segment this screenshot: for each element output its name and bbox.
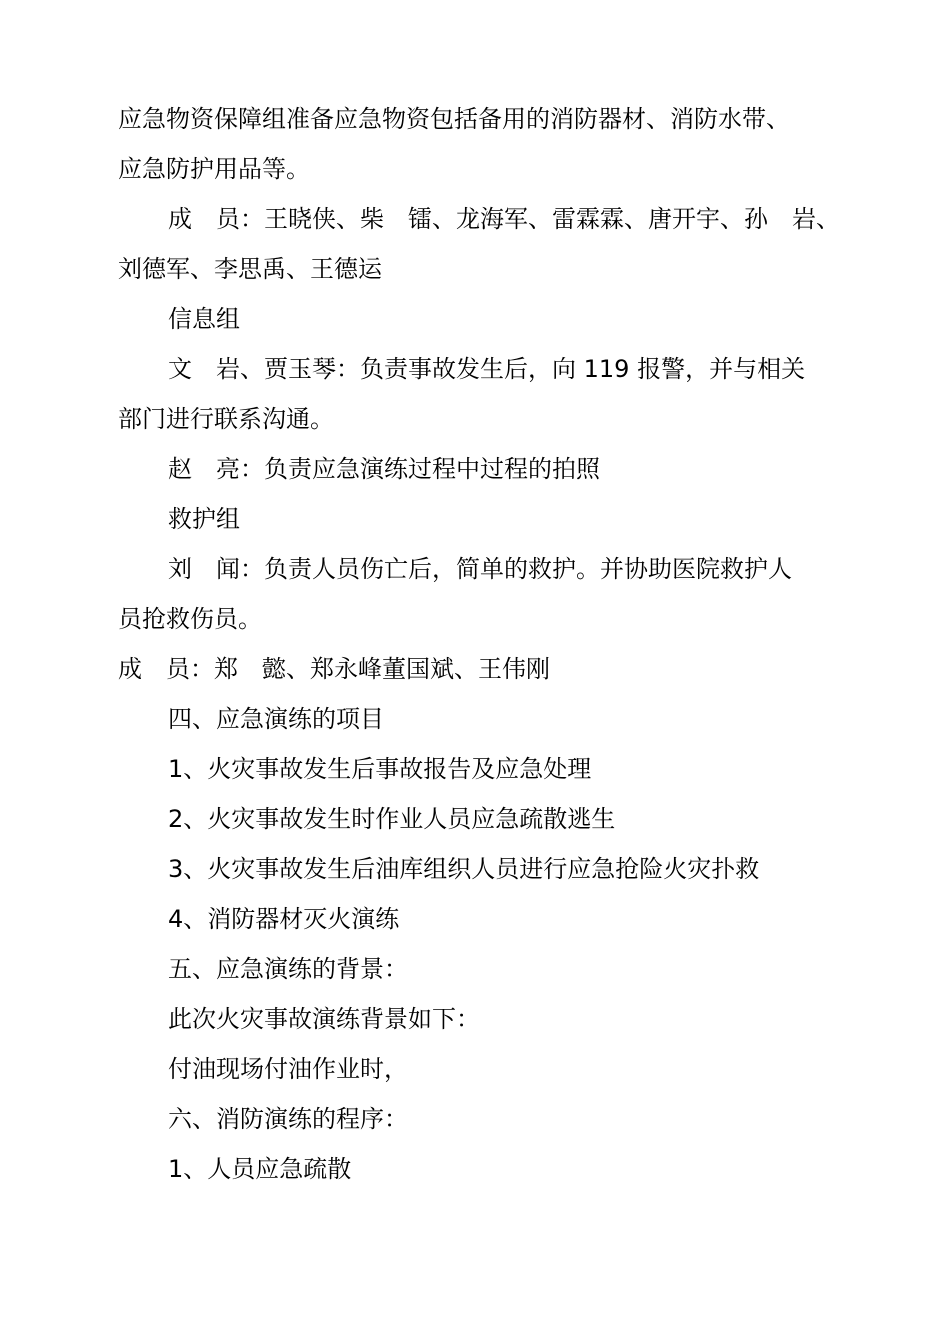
section-heading: 六、消防演练的程序： xyxy=(168,1105,408,1133)
text-line: 文 岩、贾玉琴：负责事故发生后，向 119 报警，并与相关 xyxy=(168,355,806,383)
text-line: 成 员：王晓侠、柴 镭、龙海军、雷霖霖、唐开宇、孙 岩、 xyxy=(168,205,840,233)
section-heading: 五、应急演练的背景： xyxy=(168,955,408,983)
text-line: 赵 亮：负责应急演练过程中过程的拍照 xyxy=(168,455,600,483)
text-line: 刘 闻：负责人员伤亡后，简单的救护。并协助医院救护人 xyxy=(168,555,792,583)
list-item: 1、火灾事故发生后事故报告及应急处理 xyxy=(168,755,592,783)
text-line: 成 员：郑 懿、郑永峰董国斌、王伟刚 xyxy=(118,655,550,683)
section-heading: 救护组 xyxy=(168,505,240,533)
list-item: 1、人员应急疏散 xyxy=(168,1155,352,1183)
text-line: 此次火灾事故演练背景如下： xyxy=(168,1005,480,1033)
text-line: 付油现场付油作业时， xyxy=(168,1055,408,1083)
list-item: 4、消防器材灭火演练 xyxy=(168,905,400,933)
list-item: 3、火灾事故发生后油库组织人员进行应急抢险火灾扑救 xyxy=(168,855,760,883)
list-item: 2、火灾事故发生时作业人员应急疏散逃生 xyxy=(168,805,616,833)
section-heading: 四、应急演练的项目 xyxy=(168,705,384,733)
text-line: 应急防护用品等。 xyxy=(118,155,310,183)
section-heading: 信息组 xyxy=(168,305,240,333)
text-line: 部门进行联系沟通。 xyxy=(118,405,334,433)
text-line: 员抢救伤员。 xyxy=(118,605,262,633)
text-line: 刘德军、李思禹、王德运 xyxy=(118,255,382,283)
text-line: 应急物资保障组准备应急物资包括备用的消防器材、消防水带、 xyxy=(118,105,790,133)
